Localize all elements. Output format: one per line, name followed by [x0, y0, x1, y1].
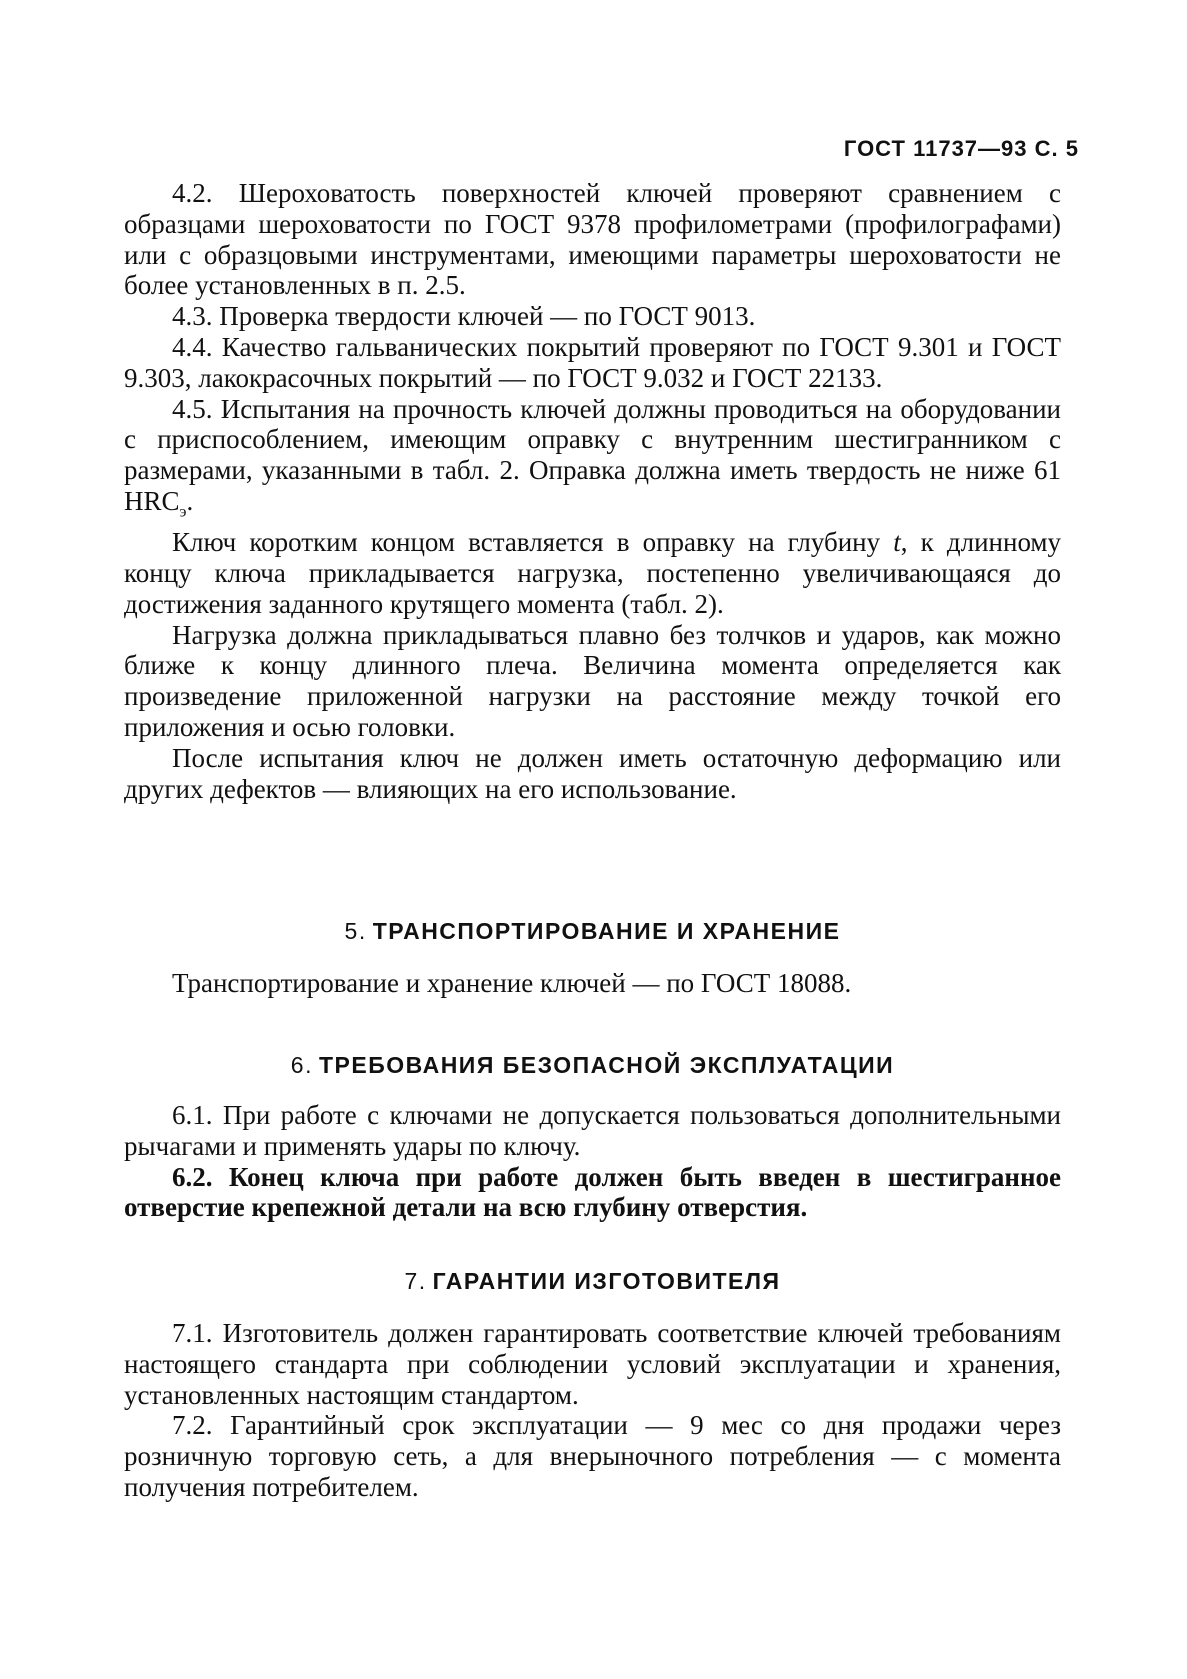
section-4-text	[124, 178, 1061, 804]
section-6-number: 6.	[290, 1052, 313, 1078]
paragraph-7-2: 7.2. Гарантийный срок эксплуатации — 9 мес со дня продажи через розничную торговую сеть, а для внерыночного потребления — с момента получения потребителем.	[124, 1410, 1061, 1502]
paragraph-6-1: 6.1. При работе с ключами не допускается пользоваться дополнительными рычагами и применять удары по ключу.	[124, 1100, 1061, 1161]
section-7-text	[124, 1318, 1061, 1503]
section-5-title: ТРАНСПОРТИРОВАНИЕ И ХРАНЕНИЕ	[372, 918, 841, 944]
paragraph-4-3: 4.3. Проверка твердости ключей — по ГОСТ 9013.	[172, 301, 756, 332]
section-6-text	[124, 1100, 1061, 1223]
paragraph-4-2: 4.2. Шероховатость поверхностей ключей проверяют сравнением с образцами шероховатости по ГОСТ 9378 профилометрами (профилографами) или с образцовыми инструментами, имеющими параметры шероховатости не более установленных в п. 2.5.	[124, 178, 1061, 301]
paragraph-5: Транспортирование и хранение ключей — по ГОСТ 18088.	[172, 968, 852, 998]
paragraph-after-test: После испытания ключ не должен иметь остаточную деформацию или других дефектов — влияющих на его использование.	[124, 742, 1061, 804]
paragraph-4-5	[124, 394, 1061, 528]
section-5-number: 5.	[344, 918, 367, 944]
key-insertion-text: Ключ коротким концом вставляется в оправку на глубину	[172, 527, 881, 558]
key-insertion-rest: , к длинному концу ключа прикладывается нагрузка, постепенно увеличивающаяся до достижения заданного крутящего момента (табл. 2).	[124, 527, 1062, 619]
standard-number: ГОСТ 11737—93	[843, 136, 1028, 161]
section-6-title: ТРЕБОВАНИЯ БЕЗОПАСНОЙ ЭКСПЛУАТАЦИИ	[318, 1052, 895, 1078]
section-5-heading	[124, 918, 1061, 945]
section-7-title: ГАРАНТИИ ИЗГОТОВИТЕЛЯ	[432, 1268, 781, 1294]
section-7-number: 7.	[404, 1268, 427, 1294]
depth-variable: t	[893, 527, 901, 558]
paragraph-4-4: 4.4. Качество гальванических покрытий проверяют по ГОСТ 9.301 и ГОСТ 9.303, лакокрасочных покрытий — по ГОСТ 9.032 и ГОСТ 22133.	[124, 331, 1061, 393]
page-header	[844, 136, 1079, 162]
paragraph-key-insertion	[124, 527, 1061, 619]
paragraph-load: Нагрузка должна прикладываться плавно без толчков и ударов, как можно ближе к концу длинного плеча. Величина момента определяется как произведение приложенной нагрузки на расстояние между точкой его приложения и осью головки.	[124, 619, 1061, 742]
section-7-heading	[124, 1268, 1061, 1295]
page-number: С. 5	[1034, 136, 1079, 161]
paragraph-4-5-end: .	[186, 485, 194, 516]
hardness-subscript: э	[179, 502, 187, 521]
section-6-heading	[124, 1052, 1061, 1079]
paragraph-7-1: 7.1. Изготовитель должен гарантировать соответствие ключей требованиям настоящего стандарта при соблюдении условий эксплуатации и хранения, установленных настоящим стандартом.	[124, 1318, 1061, 1410]
paragraph-6-2: 6.2. Конец ключа при работе должен быть введен в шестигранное отверстие крепежной детали на всю глубину отверстия.	[124, 1161, 1061, 1223]
section-5-text	[124, 968, 1061, 999]
paragraph-4-5-text: 4.5. Испытания на прочность ключей должны проводиться на оборудовании с приспособлением, имеющим оправку с внутренним шестигранником с размерами, указанными в табл. 2. Оправка должна иметь твердость не ниже 61 HRC	[124, 393, 1061, 516]
